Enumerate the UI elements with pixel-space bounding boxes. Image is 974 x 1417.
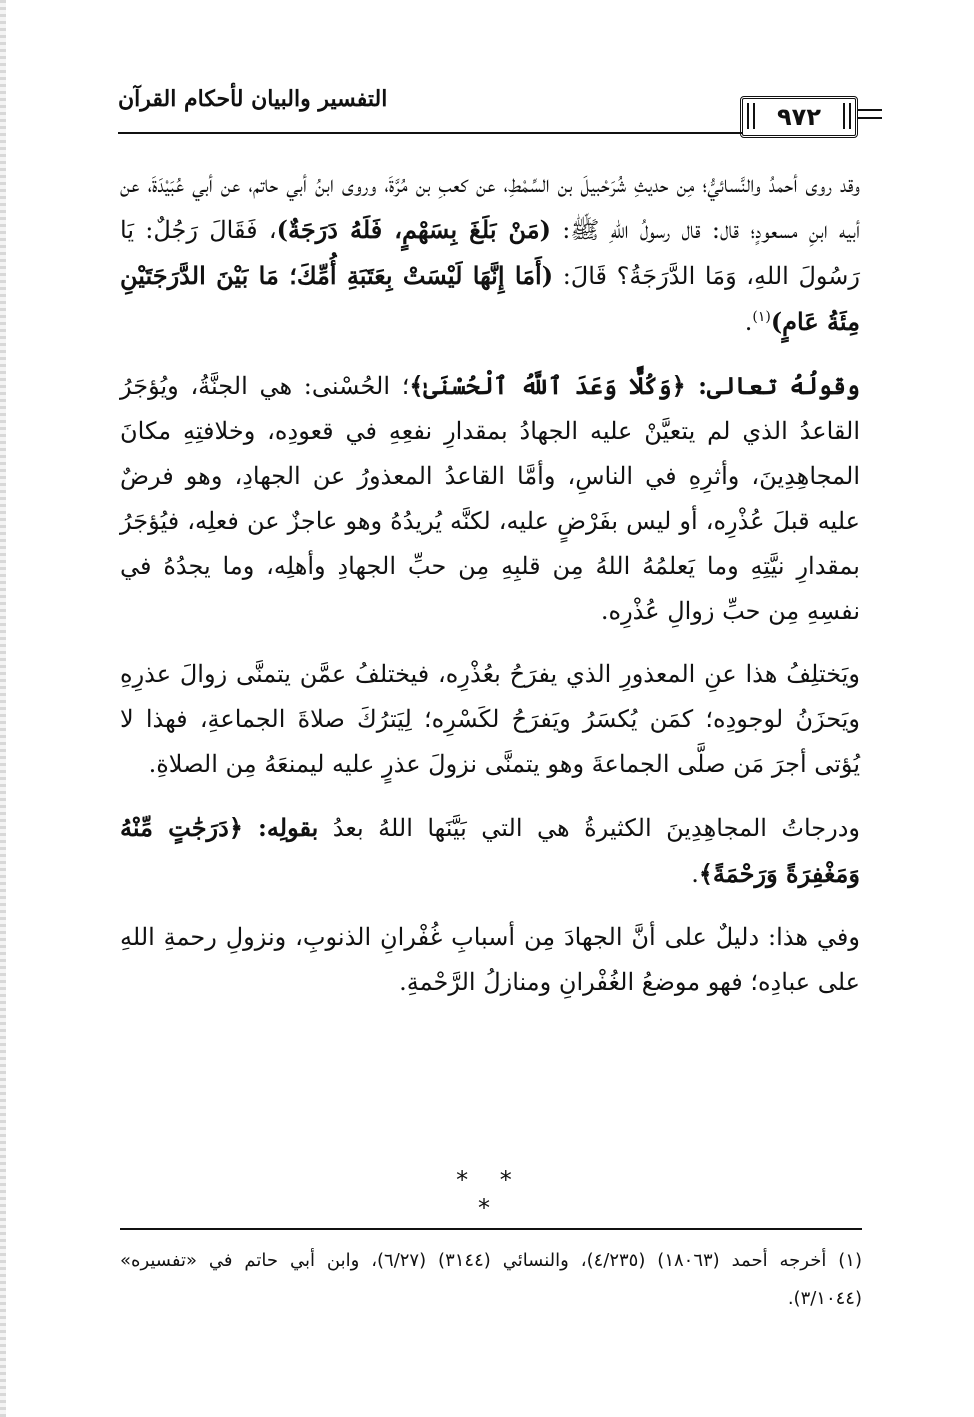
page-number: ٩٧٢ xyxy=(777,103,821,131)
paragraph-5 xyxy=(120,915,860,1005)
section-separator: * * * xyxy=(456,1166,524,1222)
header-rule-right-bottom xyxy=(858,117,882,119)
header-rule-right-top xyxy=(858,109,882,111)
paragraph-text: ويَختلِفُ هذا عنِ المعذورِ الذي يفرَحُ بعُذْرِه، فيختلفُ عمَّن يتمنَّى زوالَ عذرِهِ ويَحزَنُ لوجودِه؛ كمَن يُكسَرُ ويَفرَحُ لكَسْرِه؛ لِيَترُكَ صلاةَ الجماعةِ، فهذا لا يُؤتى أجرَ مَن صلَّى الجماعةَ وهو يتمنَّى نزولَ عذرٍ عليه ليمنعَهُ مِن الصلاةِ. xyxy=(120,660,860,778)
paragraph-text: ودرجاتُ المجاهِدِينَ الكثيرةُ هي التي بَيَّنَها اللهُ بعدُ xyxy=(318,814,860,842)
page-number-box xyxy=(740,96,858,138)
emphasized-text: وقولُهُ تعالى: xyxy=(685,371,860,400)
main-text xyxy=(120,162,860,1023)
emphasized-text: بقولِه: ﴿دَرَجَٰتٍ مِّنْهُ وَمَغْفِرَةً وَرَحْمَةً﴾ xyxy=(120,813,860,888)
paragraph-2 xyxy=(120,363,860,634)
emphasized-text: ﴿وَكُلًّا وَعَدَ ٱللَّهُ ٱلْحُسْنَىٰ﴾ xyxy=(409,371,686,400)
scan-edge xyxy=(0,0,6,1417)
header-rule xyxy=(118,132,742,134)
paragraph-1 xyxy=(120,162,860,345)
footnote-marker: (١) xyxy=(752,309,771,325)
emphasized-text: (مَنْ بَلَغَ بِسَهْمٍ، فَلَهُ دَرَجَةٌ) xyxy=(276,215,552,244)
emphasized-text: (أَمَا إِنَّهَا لَيْسَتْ بِعَتَبَةِ أُمِّكَ؛ مَا بَيْنَ الدَّرَجَتَيْنِ مِئَةُ عَامٍ) xyxy=(120,261,860,336)
paragraph-text: . xyxy=(691,860,699,888)
paragraph-text: وفي هذا: دليلٌ على أنَّ الجهادَ مِن أسبابِ غُفْرانِ الذنوبِ، ونزولِ رحمةِ اللهِ على عبادِه؛ فهو موضعُ الغُفْرانِ ومنازلُ الرَّحْمةِ. xyxy=(120,923,860,996)
paragraph-text: ؛ الحُسْنى: هي الجنَّةُ، ويُؤجَرُ القاعدُ الذي لم يتعيَّنْ عليه الجهادُ بمقدارِ نفعِهِ في قعودِه، وخلافتِهِ مكانَ المجاهِدِينَ، وأثرِهِ في الناسِ، وأمَّا القاعدُ المعذورُ عن الجهادِ، وهو فرضٌ عليه قبلَ عُذْرِه، أو ليس بفَرْضٍ عليه، لكنَّه يُريدُهُ وهو عاجزٌ عن فعلِه، فيُؤجَرُ بمقدارِ نيَّتِهِ وما يَعلمُهُ اللهُ مِن قلبِهِ مِن حبِّ الجهادِ وأهلِه، وما يجدُهُ في نفسِهِ مِن حبِّ زوالِ عُذْرِه. xyxy=(120,372,860,625)
paragraph-4 xyxy=(120,805,860,897)
paragraph-3 xyxy=(120,652,860,787)
paragraph-text: ، فَقَالَ رَجُلٌ: يَا رَسُولَ اللهِ، وَمَا الدَّرَجَةُ؟ قَالَ: xyxy=(120,216,860,290)
footnote: (١) أخرجه أحمد (١٨٠٦٣) (٤/٢٣٥)، والنسائي (٣١٤٤) (٦/٢٧)، وابن أبي حاتم في «تفسيره» (٣/١٠٤٤). xyxy=(120,1250,862,1309)
footnote-rule xyxy=(120,1228,862,1230)
paragraph-text: . xyxy=(744,308,753,336)
running-title: التفسير والبيان لأحكام القرآن xyxy=(118,86,388,112)
paragraph-text: وقد روى أحمدُ والنَّسائيُّ؛ مِن حديثِ شُرَحْبيلَ بن السِّمْطِ، عن كعبِ بن مُرَّةَ، وروى ابنُ أبي حاتم، عن أبي عُبَيْدَةَ، عن أبيه ابنِ مسعودٍ؛ قال: قال رسولُ اللهِ ﷺ: xyxy=(120,170,861,244)
page-header xyxy=(118,82,870,142)
